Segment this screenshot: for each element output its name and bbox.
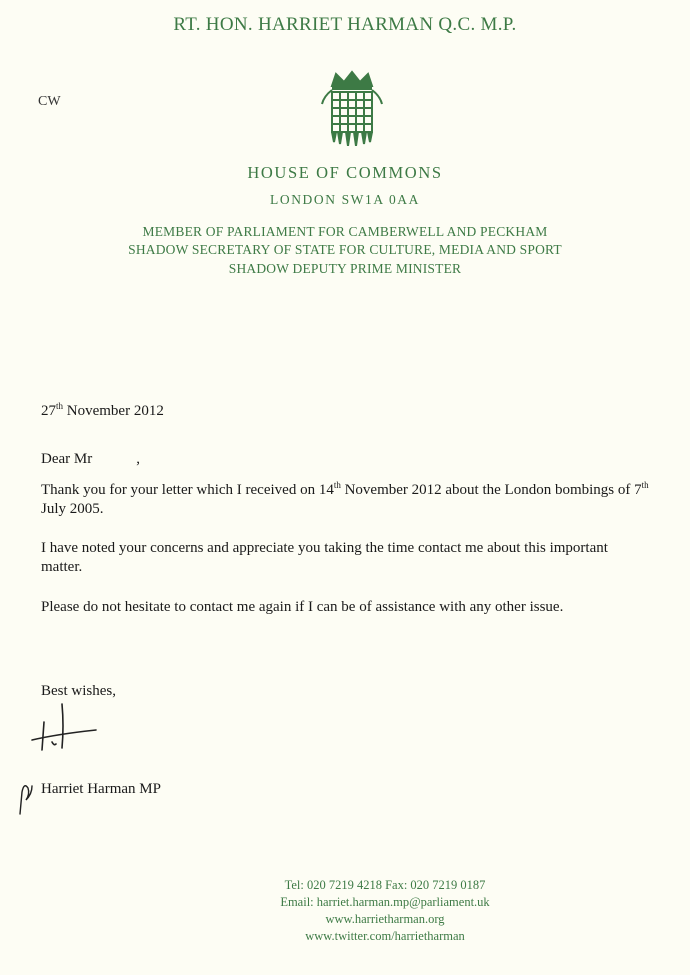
role-line-2: SHADOW SECRETARY OF STATE FOR CULTURE, MEDIA AND SPORT (128, 242, 562, 257)
footer-phone-fax: Tel: 020 7219 4218 Fax: 020 7219 0187 (284, 878, 486, 892)
salutation-text: Dear Mr (41, 451, 93, 467)
paragraph-3: Please do not hesitate to contact me again if I can be of assistance with any other issue. (41, 599, 564, 615)
footer-twitter: www.twitter.com/harrietharman (305, 929, 465, 943)
signatory-name: Harriet Harman MP (41, 781, 161, 797)
role-line-1: MEMBER OF PARLIAMENT FOR CAMBERWELL AND PECKHAM (142, 224, 548, 239)
handwritten-initial-mark (14, 778, 38, 816)
letterhead-name: RT. HON. HARRIET HARMAN Q.C. M.P. (173, 14, 517, 35)
reference-initials: CW (38, 94, 61, 109)
institution-name: HOUSE OF COMMONS (247, 163, 443, 182)
handwritten-signature (28, 700, 100, 754)
footer-email: Email: harriet.harman.mp@parliament.uk (280, 895, 490, 909)
footer-website: www.harrietharman.org (325, 912, 445, 926)
paragraph-1-part-c: July 2005. (41, 501, 104, 517)
salutation-comma: , (136, 451, 140, 467)
paragraph-1-sup-2: th (641, 480, 649, 490)
institution-address: LONDON SW1A 0AA (270, 192, 420, 207)
letter-date (41, 402, 651, 421)
date-suffix: th (56, 401, 64, 411)
paragraph-1-part-b: November 2012 about the London bombings of 7 (340, 482, 642, 498)
contact-footer (140, 877, 630, 945)
date-day: 27 (41, 403, 56, 419)
paragraph-1-part-a: Thank you for your letter which I received on 14 (41, 482, 334, 498)
paragraph-1 (41, 481, 651, 519)
paragraph-1-sup-1: th (333, 480, 341, 490)
portcullis-icon (318, 70, 386, 146)
role-line-3: SHADOW DEPUTY PRIME MINISTER (228, 261, 462, 276)
sign-off: Best wishes, (41, 683, 116, 699)
salutation (41, 450, 651, 469)
date-rest: November 2012 (63, 403, 164, 419)
paragraph-2: I have noted your concerns and appreciate you taking the time contact me about this important matter. (41, 540, 608, 575)
